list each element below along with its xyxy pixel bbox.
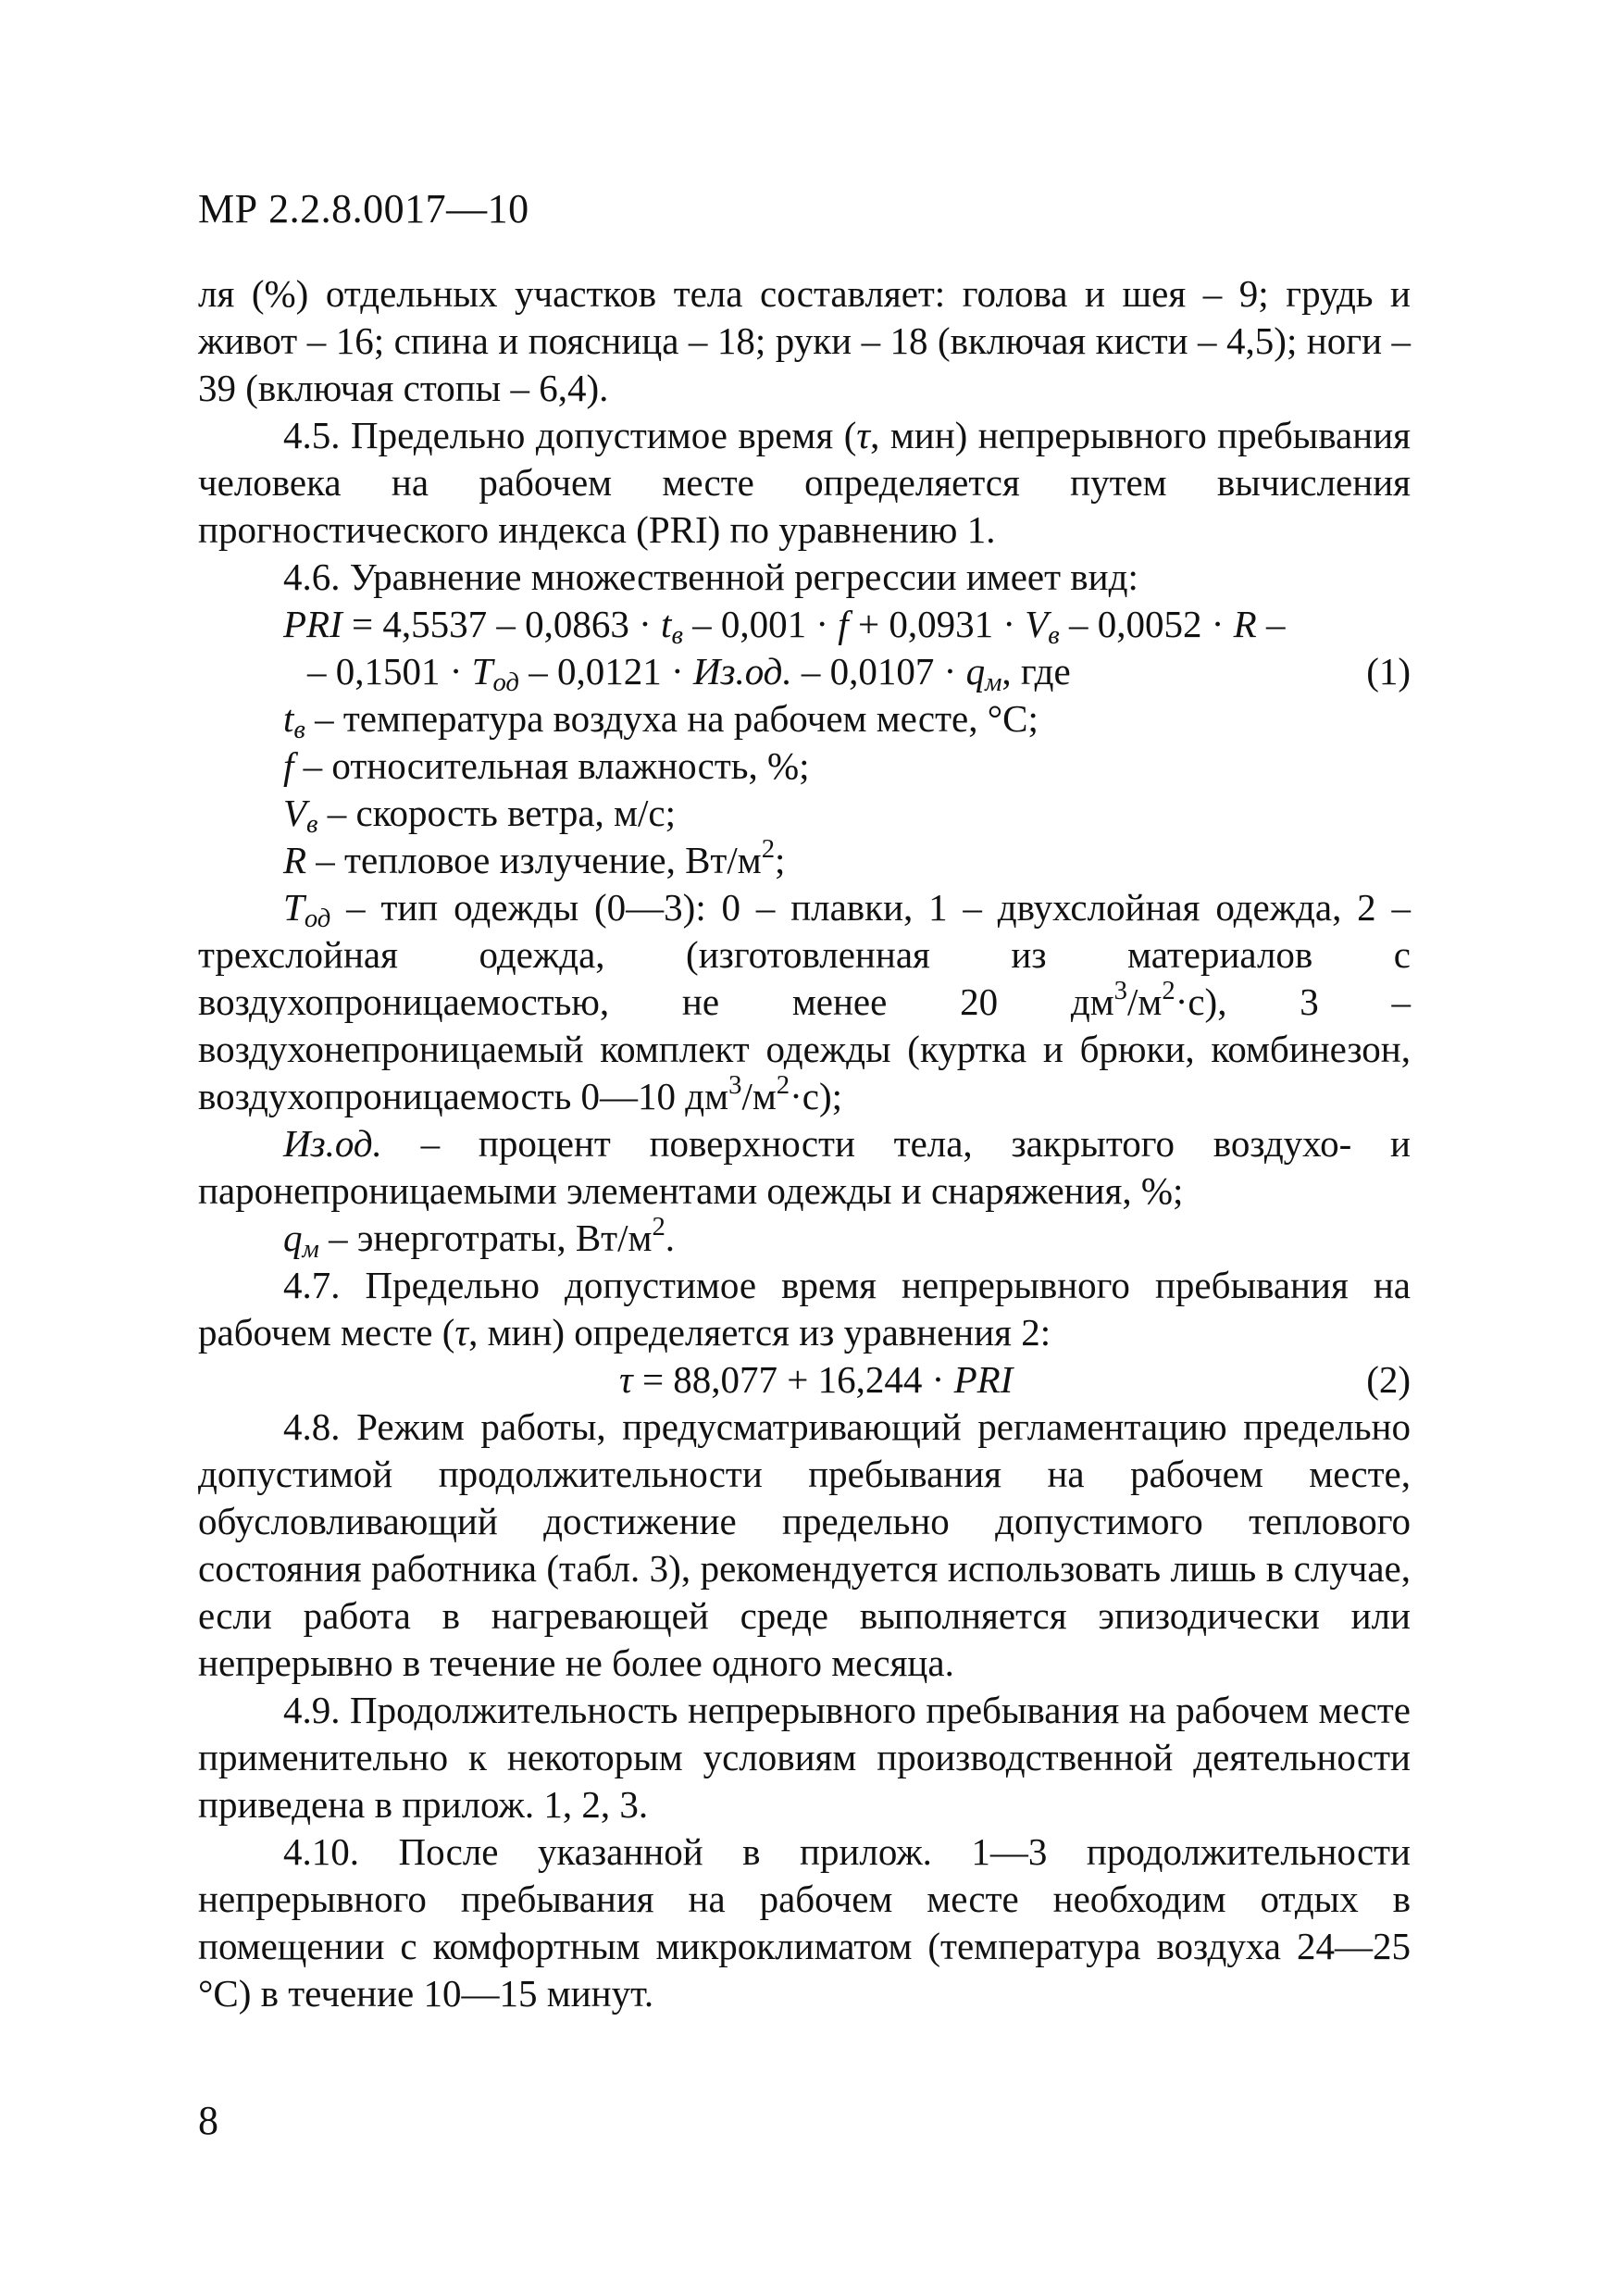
text-run: . bbox=[665, 1217, 676, 1259]
subscript: в bbox=[1048, 620, 1060, 651]
paragraph-4-8: 4.8. Режим работы, предусматривающий регламентацию предельно допустимой продолжительности пребывания на рабочем месте, обусловливающий достижение предельно допустимого теплового состояния работника (табл. 3), рекомендуется использовать лишь в случае, если работа в нагревающей среде выполняется эпизодически или непрерывно в течение не более одного месяца. bbox=[198, 1405, 1411, 1684]
energy-symbol: q bbox=[965, 650, 986, 693]
text-run: – энерготраты, Вт/м bbox=[318, 1217, 653, 1259]
text-run: – 0,001 · bbox=[682, 603, 839, 645]
paragraph-4-5 bbox=[198, 412, 1411, 554]
definition-clothing-type bbox=[198, 884, 1411, 1120]
text-run: Предельно допустимое время ( bbox=[340, 414, 857, 456]
subscript: в bbox=[306, 809, 318, 840]
text-run: = 4,5537 – 0,0863 · bbox=[342, 603, 662, 645]
text-run: – тепловое излучение, Вт/м bbox=[306, 839, 762, 881]
subscript: в bbox=[671, 620, 683, 651]
paragraph-number: 4.5. bbox=[283, 414, 341, 456]
symbol: T bbox=[283, 886, 305, 929]
text-run: – 0,0121 · bbox=[518, 650, 693, 693]
tau-symbol: τ bbox=[619, 1358, 633, 1401]
equation-1-expression-cont bbox=[307, 648, 1071, 698]
text-run: ·с); bbox=[790, 1075, 843, 1117]
subscript: в bbox=[293, 715, 305, 745]
superscript: 2 bbox=[652, 1211, 665, 1242]
text-run: – 0,0107 · bbox=[791, 650, 966, 693]
definition-insulation bbox=[198, 1120, 1411, 1215]
equation-1-line-1 bbox=[198, 601, 1411, 651]
text-run: ·с), 3 – воздухонепроницаемый комплект одежды (куртка и брюки, комбинезон, воздухопроницаемость 0—10 дм bbox=[198, 980, 1411, 1117]
paragraph-4-7 bbox=[198, 1262, 1411, 1356]
equation-1-line-2 bbox=[198, 648, 1411, 698]
equation-1-expression bbox=[283, 601, 1286, 651]
text-run: ; bbox=[775, 839, 786, 881]
paragraph-4-6: 4.6. Уравнение множественной регрессии имеет вид: bbox=[283, 555, 1138, 598]
text-run: – относительная влажность, %; bbox=[293, 744, 810, 787]
subscript: од bbox=[304, 904, 331, 934]
subscript: м bbox=[985, 668, 1002, 698]
equation-number-1: (1) bbox=[1366, 650, 1411, 693]
insulation-symbol: Из.од. bbox=[692, 650, 792, 693]
clothing-type-symbol: T bbox=[471, 650, 493, 693]
text-run: = 88,077 + 16,244 · bbox=[632, 1358, 954, 1401]
text-run: + 0,0931 · bbox=[848, 603, 1026, 645]
definition-wind-speed bbox=[198, 790, 1411, 840]
superscript: 3 bbox=[728, 1069, 742, 1100]
superscript: 3 bbox=[1113, 975, 1128, 1005]
superscript: 2 bbox=[776, 1069, 790, 1100]
subscript: м bbox=[302, 1234, 319, 1265]
definition-humidity bbox=[198, 742, 1411, 790]
symbol: t bbox=[283, 697, 294, 740]
text-run: /м bbox=[741, 1075, 777, 1117]
pri-symbol: PRI bbox=[953, 1358, 1014, 1401]
symbol: Из.од. bbox=[283, 1122, 382, 1165]
text-run: , мин) непрерывного пребывания человека на рабочем месте определяется путем вычисления прогностического индекса (PRI) по уравнению 1. bbox=[198, 414, 1411, 551]
text-run: – 0,0052 · bbox=[1059, 603, 1234, 645]
definition-energy bbox=[198, 1211, 1411, 1265]
text-run: , мин) определяется из уравнения 2: bbox=[468, 1311, 1051, 1354]
temperature-symbol: t bbox=[661, 603, 672, 645]
pri-symbol: PRI bbox=[283, 603, 342, 645]
paragraph-4-10: 4.10. После указанной в прилож. 1—3 продолжительности непрерывного пребывания на рабочем месте необходим отдых в помещении с комфортным микроклиматом (температура воздуха 24—25 °С) в течение 10—15 минут. bbox=[198, 1830, 1411, 2015]
superscript: 2 bbox=[761, 833, 776, 864]
equation-2 bbox=[198, 1356, 1411, 1404]
humidity-symbol: f bbox=[838, 603, 849, 645]
text-run: /м bbox=[1127, 980, 1163, 1023]
equation-2-expression bbox=[619, 1356, 1013, 1404]
symbol: V bbox=[283, 792, 307, 834]
symbol: f bbox=[283, 744, 294, 787]
text-run: , где bbox=[1001, 650, 1071, 693]
wind-symbol: V bbox=[1025, 603, 1049, 645]
body-text bbox=[198, 270, 1411, 2017]
equation-number-2: (2) bbox=[1366, 1358, 1411, 1401]
symbol: R bbox=[283, 839, 307, 881]
text-run: – температура воздуха на рабочем месте, °С; bbox=[305, 697, 1039, 740]
definition-radiation bbox=[198, 833, 1411, 884]
text-run: – процент поверхности тела, закрытого воздухо- и паронепроницаемыми элементами одежды и снаряжения, %; bbox=[198, 1122, 1411, 1212]
text-run: – скорость ветра, м/с; bbox=[317, 792, 676, 834]
text-run: – bbox=[1256, 603, 1286, 645]
text-run: – тип одежды (0—3): 0 – плавки, 1 – двухслойная одежда, 2 – трехслойная одежда, (изготовленная из материалов с воздухопроницаемостью, не менее 20 дм bbox=[198, 886, 1411, 1023]
page-number: 8 bbox=[198, 2098, 218, 2143]
radiation-symbol: R bbox=[1233, 603, 1257, 645]
definition-temperature bbox=[198, 695, 1411, 745]
document-header: МР 2.2.8.0017—10 bbox=[198, 186, 529, 231]
tau-symbol: τ bbox=[454, 1311, 469, 1354]
text-run: 4.7. Предельно допустимое время непрерывного пребывания на рабочем месте ( bbox=[198, 1264, 1411, 1354]
paragraph-continuation: ля (%) отдельных участков тела составляет: голова и шея – 9; грудь и живот – 16; спина и поясница – 18; руки – 18 (включая кисти – 4,5); ноги – 39 (включая стопы – 6,4). bbox=[198, 272, 1411, 409]
subscript: од bbox=[492, 668, 519, 698]
symbol: q bbox=[283, 1217, 303, 1259]
superscript: 2 bbox=[1162, 975, 1175, 1005]
text-run: – 0,1501 · bbox=[307, 650, 472, 693]
tau-symbol: τ bbox=[856, 414, 871, 456]
paragraph-4-9: 4.9. Продолжительность непрерывного пребывания на рабочем месте применительно к некоторым условиям производственной деятельности приведена в прилож. 1, 2, 3. bbox=[198, 1689, 1411, 1826]
